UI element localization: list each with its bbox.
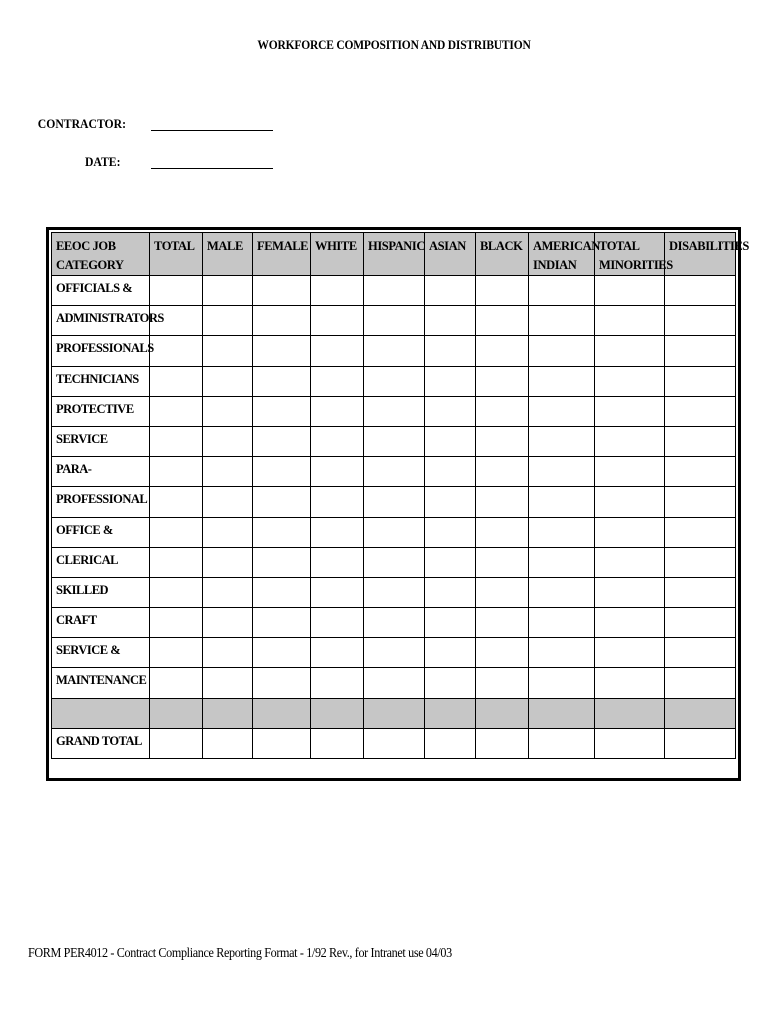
- cell-black[interactable]: [476, 306, 529, 336]
- category-label: PROTECTIVE: [52, 396, 150, 426]
- table-row: [52, 638, 736, 668]
- cell-hispanic[interactable]: [364, 336, 425, 366]
- cell-american-indian[interactable]: [529, 426, 595, 456]
- cell-asian[interactable]: [425, 577, 476, 607]
- cell-hispanic[interactable]: [364, 547, 425, 577]
- header-black: BLACK: [476, 233, 529, 276]
- cell-hispanic[interactable]: [364, 608, 425, 638]
- cell-total[interactable]: [150, 577, 203, 607]
- cell-hispanic[interactable]: [364, 396, 425, 426]
- header-asian: ASIAN: [425, 233, 476, 276]
- cell-female[interactable]: [253, 366, 311, 396]
- cell-black[interactable]: [476, 457, 529, 487]
- header-hispanic: HISPANIC: [364, 233, 425, 276]
- cell-total-minorities[interactable]: [595, 668, 665, 698]
- cell-total[interactable]: [150, 547, 203, 577]
- cell-asian[interactable]: [425, 396, 476, 426]
- cell-female[interactable]: [253, 426, 311, 456]
- cell-total[interactable]: [150, 608, 203, 638]
- cell-asian[interactable]: [425, 487, 476, 517]
- cell-hispanic[interactable]: [364, 638, 425, 668]
- category-label: OFFICE &: [52, 517, 150, 547]
- cell-asian[interactable]: [425, 426, 476, 456]
- category-label: TECHNICIANS: [52, 366, 150, 396]
- header-row: [52, 233, 736, 276]
- grand-total-row: [52, 728, 736, 758]
- cell-white[interactable]: [311, 457, 364, 487]
- cell-hispanic[interactable]: [364, 728, 425, 758]
- cell-male[interactable]: [203, 396, 253, 426]
- cell-male[interactable]: [203, 668, 253, 698]
- cell-black[interactable]: [476, 366, 529, 396]
- cell-male: [203, 698, 253, 728]
- category-label: PROFESSIONAL: [52, 487, 150, 517]
- cell-asian[interactable]: [425, 547, 476, 577]
- category-label: [52, 698, 150, 728]
- table-row: [52, 668, 736, 698]
- category-label: SERVICE &: [52, 638, 150, 668]
- cell-white[interactable]: [311, 608, 364, 638]
- cell-disabilities[interactable]: [665, 366, 736, 396]
- cell-white[interactable]: [311, 517, 364, 547]
- header-male: MALE: [203, 233, 253, 276]
- cell-total-minorities[interactable]: [595, 457, 665, 487]
- cell-american-indian[interactable]: [529, 276, 595, 306]
- cell-disabilities[interactable]: [665, 577, 736, 607]
- cell-black[interactable]: [476, 336, 529, 366]
- cell-american-indian: [529, 698, 595, 728]
- cell-total[interactable]: [150, 336, 203, 366]
- table-row: [52, 608, 736, 638]
- cell-white[interactable]: [311, 728, 364, 758]
- header-american-indian: AMERICAN INDIAN: [529, 233, 595, 276]
- cell-hispanic[interactable]: [364, 366, 425, 396]
- cell-american-indian[interactable]: [529, 336, 595, 366]
- contractor-label: CONTRACTOR:: [37, 116, 126, 131]
- cell-disabilities[interactable]: [665, 668, 736, 698]
- cell-total-minorities[interactable]: [595, 638, 665, 668]
- cell-total-minorities[interactable]: [595, 306, 665, 336]
- category-label: CLERICAL: [52, 547, 150, 577]
- cell-black[interactable]: [476, 487, 529, 517]
- cell-hispanic[interactable]: [364, 276, 425, 306]
- cell-white[interactable]: [311, 336, 364, 366]
- cell-total[interactable]: [150, 396, 203, 426]
- cell-total-minorities[interactable]: [595, 728, 665, 758]
- cell-disabilities[interactable]: [665, 276, 736, 306]
- cell-american-indian[interactable]: [529, 306, 595, 336]
- cell-american-indian[interactable]: [529, 577, 595, 607]
- table-row: [52, 336, 736, 366]
- cell-male[interactable]: [203, 517, 253, 547]
- header-female: FEMALE: [253, 233, 311, 276]
- cell-black[interactable]: [476, 668, 529, 698]
- cell-female[interactable]: [253, 396, 311, 426]
- cell-male[interactable]: [203, 577, 253, 607]
- cell-hispanic[interactable]: [364, 426, 425, 456]
- cell-white[interactable]: [311, 638, 364, 668]
- date-field[interactable]: [151, 168, 273, 169]
- cell-black[interactable]: [476, 396, 529, 426]
- cell-white: [311, 698, 364, 728]
- cell-male[interactable]: [203, 638, 253, 668]
- cell-total-minorities[interactable]: [595, 577, 665, 607]
- cell-white[interactable]: [311, 668, 364, 698]
- cell-female[interactable]: [253, 547, 311, 577]
- table-row: [52, 457, 736, 487]
- cell-female[interactable]: [253, 638, 311, 668]
- table-row: [52, 547, 736, 577]
- cell-total[interactable]: [150, 638, 203, 668]
- cell-american-indian[interactable]: [529, 517, 595, 547]
- cell-female[interactable]: [253, 336, 311, 366]
- cell-asian[interactable]: [425, 336, 476, 366]
- cell-total[interactable]: [150, 517, 203, 547]
- spacer-row: [52, 698, 736, 728]
- table-row: [52, 276, 736, 306]
- cell-white[interactable]: [311, 547, 364, 577]
- table-row: [52, 426, 736, 456]
- cell-disabilities[interactable]: [665, 608, 736, 638]
- cell-total[interactable]: [150, 728, 203, 758]
- cell-black[interactable]: [476, 517, 529, 547]
- form-footer: FORM PER4012 - Contract Compliance Reporting Format - 1/92 Rev., for Intranet use 04/03: [28, 945, 452, 960]
- category-label: MAINTENANCE: [52, 668, 150, 698]
- cell-female[interactable]: [253, 457, 311, 487]
- cell-asian: [425, 698, 476, 728]
- table-row: [52, 577, 736, 607]
- cell-total-minorities[interactable]: [595, 608, 665, 638]
- cell-total[interactable]: [150, 668, 203, 698]
- cell-male[interactable]: [203, 608, 253, 638]
- cell-asian[interactable]: [425, 517, 476, 547]
- form-title: WORKFORCE COMPOSITION AND DISTRIBUTION: [257, 38, 531, 52]
- cell-male[interactable]: [203, 276, 253, 306]
- cell-white[interactable]: [311, 306, 364, 336]
- table-row: [52, 396, 736, 426]
- header-total-minorities: TOTAL MINORITIES: [595, 233, 665, 276]
- cell-white[interactable]: [311, 366, 364, 396]
- category-label: CRAFT: [52, 608, 150, 638]
- category-label: PROFESSIONALS: [52, 336, 150, 366]
- cell-white[interactable]: [311, 276, 364, 306]
- header-disabilities: DISABILITIES: [665, 233, 736, 276]
- cell-hispanic: [364, 698, 425, 728]
- cell-female[interactable]: [253, 276, 311, 306]
- cell-asian[interactable]: [425, 366, 476, 396]
- cell-american-indian[interactable]: [529, 487, 595, 517]
- workforce-table: [46, 227, 749, 781]
- category-label: GRAND TOTAL: [52, 728, 150, 758]
- cell-asian[interactable]: [425, 276, 476, 306]
- cell-total[interactable]: [150, 487, 203, 517]
- cell-black[interactable]: [476, 547, 529, 577]
- cell-black[interactable]: [476, 577, 529, 607]
- cell-asian[interactable]: [425, 457, 476, 487]
- category-label: OFFICIALS &: [52, 276, 150, 306]
- cell-hispanic[interactable]: [364, 457, 425, 487]
- header-total: TOTAL: [150, 233, 203, 276]
- cell-male[interactable]: [203, 457, 253, 487]
- category-label: SKILLED: [52, 577, 150, 607]
- header-white: WHITE: [311, 233, 364, 276]
- date-label: DATE:: [84, 154, 120, 169]
- cell-asian[interactable]: [425, 608, 476, 638]
- category-label: SERVICE: [52, 426, 150, 456]
- cell-total-minorities[interactable]: [595, 517, 665, 547]
- cell-female: [253, 698, 311, 728]
- cell-female[interactable]: [253, 487, 311, 517]
- cell-male[interactable]: [203, 547, 253, 577]
- cell-black[interactable]: [476, 426, 529, 456]
- cell-disabilities[interactable]: [665, 728, 736, 758]
- cell-american-indian[interactable]: [529, 728, 595, 758]
- cell-asian[interactable]: [425, 728, 476, 758]
- cell-disabilities[interactable]: [665, 638, 736, 668]
- cell-black: [476, 698, 529, 728]
- cell-disabilities[interactable]: [665, 517, 736, 547]
- cell-asian[interactable]: [425, 638, 476, 668]
- cell-american-indian[interactable]: [529, 396, 595, 426]
- cell-total: [150, 698, 203, 728]
- cell-male[interactable]: [203, 366, 253, 396]
- cell-disabilities[interactable]: [665, 306, 736, 336]
- table-row: [52, 366, 736, 396]
- cell-disabilities[interactable]: [665, 426, 736, 456]
- cell-hispanic[interactable]: [364, 668, 425, 698]
- cell-total-minorities[interactable]: [595, 487, 665, 517]
- cell-male[interactable]: [203, 336, 253, 366]
- cell-american-indian[interactable]: [529, 668, 595, 698]
- cell-total-minorities: [595, 698, 665, 728]
- cell-american-indian[interactable]: [529, 638, 595, 668]
- cell-american-indian[interactable]: [529, 608, 595, 638]
- cell-disabilities: [665, 698, 736, 728]
- cell-male[interactable]: [203, 487, 253, 517]
- cell-total-minorities[interactable]: [595, 396, 665, 426]
- cell-black[interactable]: [476, 276, 529, 306]
- cell-female[interactable]: [253, 517, 311, 547]
- cell-american-indian[interactable]: [529, 366, 595, 396]
- cell-total-minorities[interactable]: [595, 366, 665, 396]
- cell-white[interactable]: [311, 577, 364, 607]
- cell-white[interactable]: [311, 426, 364, 456]
- cell-female[interactable]: [253, 577, 311, 607]
- category-label: ADMINISTRATORS: [52, 306, 150, 336]
- cell-asian[interactable]: [425, 668, 476, 698]
- header-eeoc-job-category: EEOC JOB CATEGORY: [52, 233, 150, 276]
- cell-female[interactable]: [253, 668, 311, 698]
- cell-female[interactable]: [253, 728, 311, 758]
- cell-female[interactable]: [253, 306, 311, 336]
- cell-american-indian[interactable]: [529, 457, 595, 487]
- cell-disabilities[interactable]: [665, 487, 736, 517]
- cell-american-indian[interactable]: [529, 547, 595, 577]
- cell-female[interactable]: [253, 608, 311, 638]
- cell-male[interactable]: [203, 306, 253, 336]
- cell-total-minorities[interactable]: [595, 336, 665, 366]
- cell-disabilities[interactable]: [665, 457, 736, 487]
- cell-disabilities[interactable]: [665, 336, 736, 366]
- contractor-field[interactable]: [151, 130, 273, 131]
- cell-disabilities[interactable]: [665, 547, 736, 577]
- cell-total-minorities[interactable]: [595, 276, 665, 306]
- cell-total[interactable]: [150, 457, 203, 487]
- cell-total-minorities[interactable]: [595, 426, 665, 456]
- cell-total[interactable]: [150, 426, 203, 456]
- table-row: [52, 517, 736, 547]
- cell-hispanic[interactable]: [364, 487, 425, 517]
- cell-total[interactable]: [150, 276, 203, 306]
- cell-hispanic[interactable]: [364, 577, 425, 607]
- cell-white[interactable]: [311, 396, 364, 426]
- cell-hispanic[interactable]: [364, 306, 425, 336]
- cell-black[interactable]: [476, 638, 529, 668]
- cell-black[interactable]: [476, 608, 529, 638]
- table-row: [52, 487, 736, 517]
- cell-male[interactable]: [203, 426, 253, 456]
- cell-total-minorities[interactable]: [595, 547, 665, 577]
- cell-disabilities[interactable]: [665, 396, 736, 426]
- category-label: PARA-: [52, 457, 150, 487]
- cell-black[interactable]: [476, 728, 529, 758]
- cell-hispanic[interactable]: [364, 517, 425, 547]
- table-row: [52, 306, 736, 336]
- cell-male[interactable]: [203, 728, 253, 758]
- cell-white[interactable]: [311, 487, 364, 517]
- cell-asian[interactable]: [425, 306, 476, 336]
- cell-total[interactable]: [150, 366, 203, 396]
